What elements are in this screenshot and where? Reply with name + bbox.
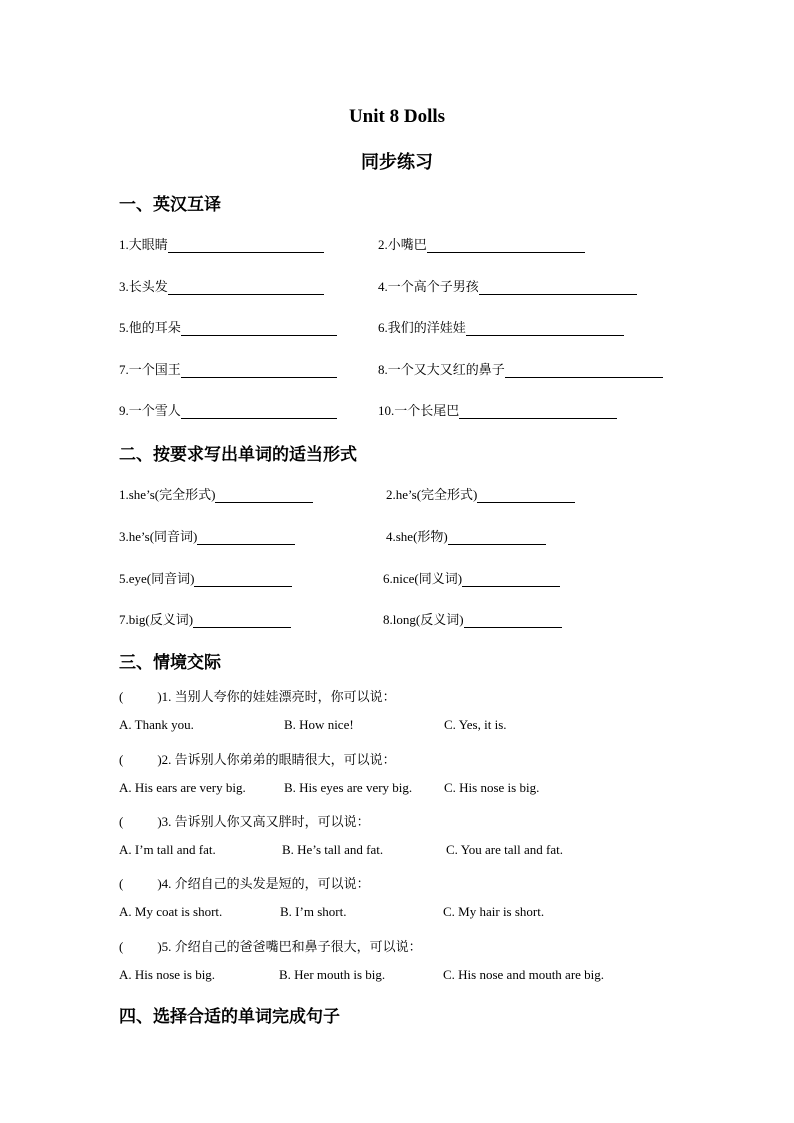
answer-blank[interactable] — [168, 280, 324, 295]
paren-open: ( — [119, 814, 124, 829]
section-heading-translation: 一、英汉互译 — [119, 195, 221, 215]
option-b: B. He’s tall and fat. — [282, 842, 384, 857]
word-form-item-2 — [386, 484, 575, 503]
word-form-item-5 — [119, 568, 292, 587]
word-form-item-8 — [383, 609, 562, 628]
answer-blank[interactable] — [197, 530, 295, 545]
section-heading-word-forms: 二、按要求写出单词的适当形式 — [119, 445, 357, 465]
item-label: 4.一个高个子男孩 — [378, 279, 479, 294]
option-a: A. My coat is short. — [119, 904, 223, 919]
option-a: A. His nose is big. — [119, 967, 216, 982]
item-label: 3.he’s(同音词) — [119, 529, 198, 544]
item-label: 2.he’s(完全形式) — [386, 487, 478, 502]
item-label: 2.小嘴巴 — [378, 237, 427, 252]
answer-blank[interactable] — [477, 488, 575, 503]
item-label: 7.big(反义词) — [119, 612, 194, 627]
answer-blank[interactable] — [194, 572, 292, 587]
item-label: 7.一个国王 — [119, 362, 181, 377]
question-stem-3 — [119, 811, 370, 830]
answer-blank[interactable] — [427, 238, 585, 253]
answer-blank[interactable] — [448, 530, 546, 545]
word-form-item-4 — [386, 526, 546, 545]
translation-item-1 — [119, 234, 324, 253]
word-form-item-6 — [383, 568, 560, 587]
word-form-item-3 — [119, 526, 295, 545]
translation-item-2 — [378, 234, 585, 253]
option-b: B. How nice! — [284, 717, 354, 732]
translation-item-10 — [378, 400, 617, 419]
translation-item-3 — [119, 276, 324, 295]
paren-open: ( — [119, 939, 124, 954]
answer-blank[interactable] — [464, 613, 562, 628]
item-label: 5.他的耳朵 — [119, 320, 181, 335]
item-label: 8.long(反义词) — [383, 612, 464, 627]
translation-item-6 — [378, 317, 624, 336]
question-stem-2 — [119, 749, 396, 768]
option-c: C. His nose and mouth are big. — [443, 967, 605, 982]
answer-blank[interactable] — [466, 321, 624, 336]
paren-open: ( — [119, 752, 124, 767]
item-label: 10.一个长尾巴 — [378, 403, 460, 418]
answer-blank[interactable] — [479, 280, 637, 295]
item-label: 1.大眼睛 — [119, 237, 168, 252]
question-stem-1 — [119, 686, 396, 705]
option-c: C. Yes, it is. — [444, 717, 507, 732]
option-c: C. My hair is short. — [443, 904, 545, 919]
item-label: 5.eye(同音词) — [119, 571, 195, 586]
item-label: 9.一个雪人 — [119, 403, 181, 418]
word-form-item-7 — [119, 609, 291, 628]
translation-item-9 — [119, 400, 337, 419]
option-c: C. His nose is big. — [444, 780, 540, 795]
item-label: 3.长头发 — [119, 279, 168, 294]
translation-item-7 — [119, 359, 337, 378]
answer-blank[interactable] — [181, 363, 337, 378]
option-b: B. I’m short. — [280, 904, 347, 919]
page-title: Unit 8 Dolls — [348, 106, 446, 127]
option-b: B. Her mouth is big. — [279, 967, 386, 982]
option-a: A. His ears are very big. — [119, 780, 246, 795]
answer-blank[interactable] — [462, 572, 560, 587]
option-a: A. Thank you. — [119, 717, 194, 732]
paren-open: ( — [119, 876, 124, 891]
item-label: 6.nice(同义词) — [383, 571, 463, 586]
translation-item-5 — [119, 317, 337, 336]
question-text: )2. 告诉别人你弟弟的眼睛很大，可以说： — [157, 752, 396, 767]
answer-blank[interactable] — [193, 613, 291, 628]
item-label: 8.一个又大又红的鼻子 — [378, 362, 505, 377]
answer-blank[interactable] — [459, 404, 617, 419]
question-text: )3. 告诉别人你又高又胖时，可以说： — [157, 814, 370, 829]
paren-open: ( — [119, 689, 124, 704]
question-stem-5 — [119, 936, 422, 955]
question-text: )1. 当别人夸你的娃娃漂亮时，你可以说： — [157, 689, 396, 704]
answer-blank[interactable] — [505, 363, 663, 378]
word-form-item-1 — [119, 484, 313, 503]
option-a: A. I’m tall and fat. — [119, 842, 216, 857]
answer-blank[interactable] — [181, 404, 337, 419]
item-label: 6.我们的洋娃娃 — [378, 320, 466, 335]
section-heading-situational: 三、情境交际 — [119, 653, 221, 673]
question-stem-4 — [119, 873, 370, 892]
item-label: 4.she(形物) — [386, 529, 448, 544]
section-heading-fill-sentences: 四、选择合适的单词完成句子 — [119, 1007, 340, 1027]
item-label: 1.she’s(完全形式) — [119, 487, 216, 502]
translation-item-8 — [378, 359, 663, 378]
answer-blank[interactable] — [181, 321, 337, 336]
answer-blank[interactable] — [168, 238, 324, 253]
option-c: C. You are tall and fat. — [446, 842, 563, 857]
translation-item-4 — [378, 276, 637, 295]
question-text: )4. 介绍自己的头发是短的，可以说： — [157, 876, 370, 891]
page-subtitle: 同步练习 — [361, 152, 433, 173]
option-b: B. His eyes are very big. — [284, 780, 413, 795]
question-text: )5. 介绍自己的爸爸嘴巴和鼻子很大，可以说： — [157, 939, 422, 954]
answer-blank[interactable] — [215, 488, 313, 503]
